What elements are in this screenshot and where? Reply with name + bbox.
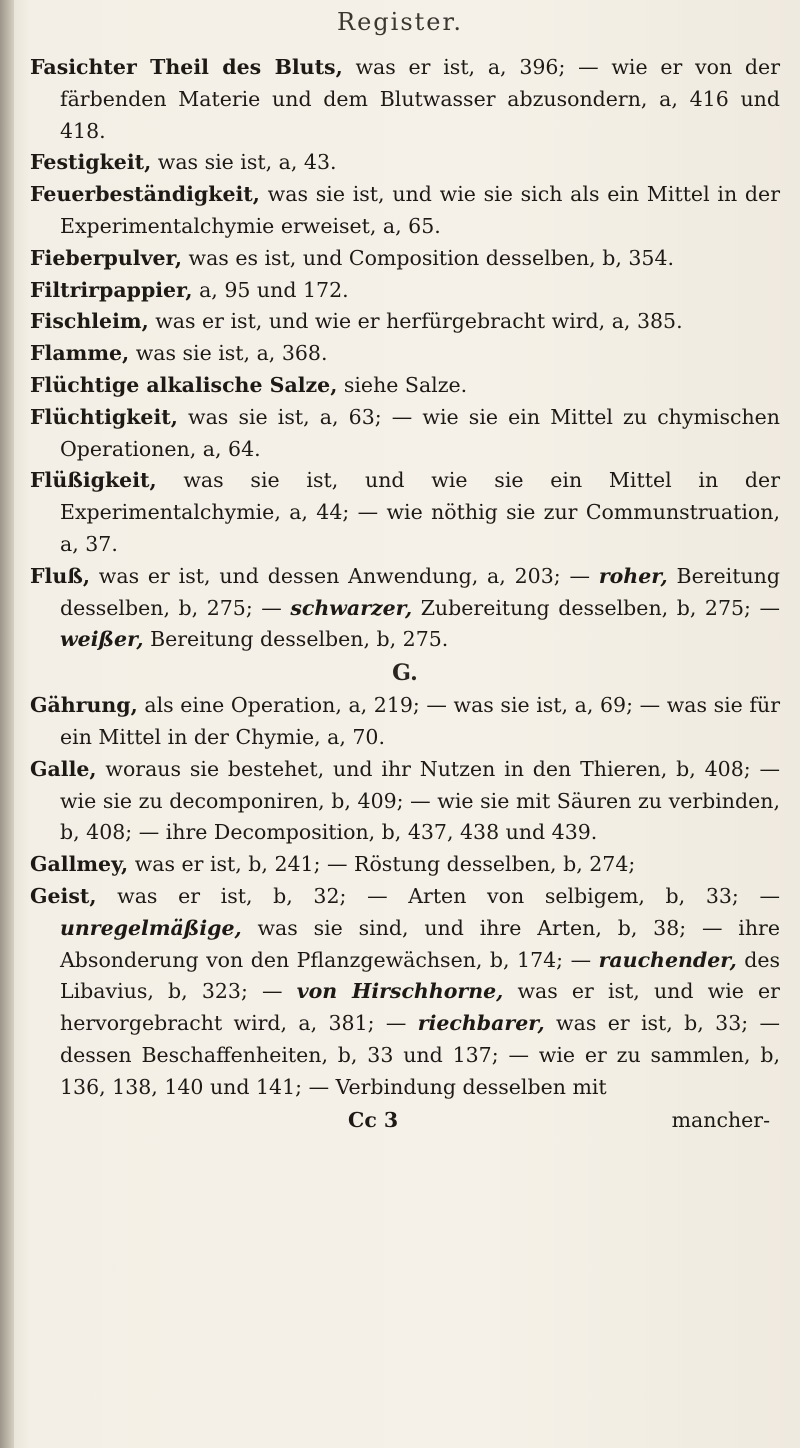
entry-headword: Fasichter Theil des Bluts,: [30, 55, 343, 79]
entry-subheadword: von Hirschhorne,: [296, 979, 504, 1004]
entry-headword: Flamme,: [30, 341, 130, 366]
entry-headword: Gallmey,: [30, 852, 129, 877]
register-entry: [30, 849, 780, 881]
register-entry: [30, 338, 780, 370]
entry-text: was er ist, b, 33; — dessen Beschaffenheiten, b, 33 und 137; — wie er zu sammlen, b, 136, 138, 140 und 141; — Verbindung desselben mit: [60, 1011, 781, 1099]
entry-text: als eine Operation, a, 219; — was sie ist, a, 69; — was sie für ein Mittel in der Chymie, a, 70.: [60, 693, 780, 749]
entry-headword: Galle,: [30, 756, 97, 781]
entry-text: was er ist, a, 396; — wie er von der färbenden Materie und dem Blutwasser abzusondern, a, 416 und 418.: [60, 55, 780, 143]
entry-subheadword: schwarzer,: [290, 595, 413, 620]
entry-text: was er ist, und wie er hervorgebracht wird, a, 381; —: [60, 979, 780, 1036]
register-entry: [30, 690, 780, 754]
entry-headword: Fluß,: [30, 563, 90, 588]
entry-headword: Flüßigkeit,: [30, 468, 157, 493]
entry-text: was er ist, b, 241; — Röstung desselben, b, 274;: [128, 852, 636, 877]
entry-headword: Flüchtigkeit,: [30, 404, 178, 429]
running-head: Register.: [337, 8, 463, 36]
entry-headword: Festigkeit,: [30, 150, 152, 175]
entry-text: was er ist, und dessen Anwendung, a, 203; —: [89, 563, 599, 588]
register-entry: [30, 402, 780, 466]
register-entry: [30, 881, 780, 1104]
register-content: [30, 52, 780, 1136]
page-footer: [30, 1104, 780, 1136]
entry-text: Zubereitung desselben, b, 275; —: [412, 595, 780, 620]
entry-text: was er ist, und wie er herfürgebracht wird, a, 385.: [148, 309, 683, 334]
entry-headword: Geist,: [30, 883, 97, 908]
signature-mark: Cc 3: [348, 1107, 399, 1132]
register-entry: [30, 561, 780, 656]
entry-headword: Fieberpulver,: [30, 245, 182, 270]
entry-text: was sie sind, und ihre Arten, b, 38; — ihre Absonderung von den Pflanzgewächsen, b, 174; —: [60, 915, 780, 972]
entry-text: woraus sie bestehet, und ihr Nutzen in den Thieren, b, 408; — wie sie zu decomponiren, b, 409; — wie sie mit Säuren zu verbinden, b, 408; — ihre Decomposition, b, 437, 438 und 439.: [60, 756, 780, 845]
entry-headword: Fischleim,: [30, 309, 149, 334]
entry-headword: Gährung,: [30, 693, 138, 718]
register-entry: [30, 754, 780, 849]
register-entry: [30, 465, 780, 560]
entry-headword: Filtrirpappier,: [30, 277, 193, 302]
entry-text: was sie ist, a, 368.: [129, 341, 328, 366]
entry-text: was sie ist, a, 63; — wie sie ein Mittel zu chymischen Operationen, a, 64.: [60, 404, 780, 461]
catchword: mancher-: [671, 1107, 770, 1132]
entry-text: Bereitung desselben, b, 275; —: [60, 563, 780, 620]
entry-headword: Flüchtige alkalische Salze,: [30, 372, 338, 397]
entry-text: was er ist, b, 32; — Arten von selbigem, b, 33; —: [96, 883, 780, 908]
entry-headword: Feuerbeständigkeit,: [30, 182, 260, 207]
entry-text: was es ist, und Composition desselben, b, 354.: [182, 245, 675, 270]
entry-text: Bereitung desselben, b, 275.: [143, 627, 449, 652]
entry-text: was sie ist, und wie sie sich als ein Mittel in der Experimentalchymie erweiset, a, 65.: [60, 182, 780, 238]
entry-text: was sie ist, und wie sie ein Mittel in der Experimentalchymie, a, 44; — wie nöthig sie zur Communstruation, a, 37.: [60, 468, 780, 556]
entry-subheadword: rauchender,: [598, 947, 737, 972]
register-entry: [30, 306, 780, 338]
entry-subheadword: riechbarer,: [417, 1011, 545, 1036]
register-entry: [30, 243, 780, 275]
entry-text: des Libavius, b, 323; —: [60, 947, 781, 1004]
section-letter: G.: [392, 660, 418, 687]
entry-text: siehe Salze.: [337, 372, 468, 397]
entry-text: a, 95 und 172.: [192, 277, 349, 302]
entry-subheadword: unregelmäßige,: [60, 915, 242, 940]
book-spine-shadow: [0, 0, 14, 1448]
register-entry: [30, 147, 780, 179]
register-entry: [30, 179, 780, 243]
register-entry: [30, 370, 780, 402]
entry-subheadword: weißer,: [60, 627, 144, 652]
entry-text: was sie ist, a, 43.: [151, 150, 337, 175]
entry-subheadword: roher,: [598, 563, 668, 588]
register-entry: [30, 52, 780, 147]
register-entry: [30, 275, 780, 307]
